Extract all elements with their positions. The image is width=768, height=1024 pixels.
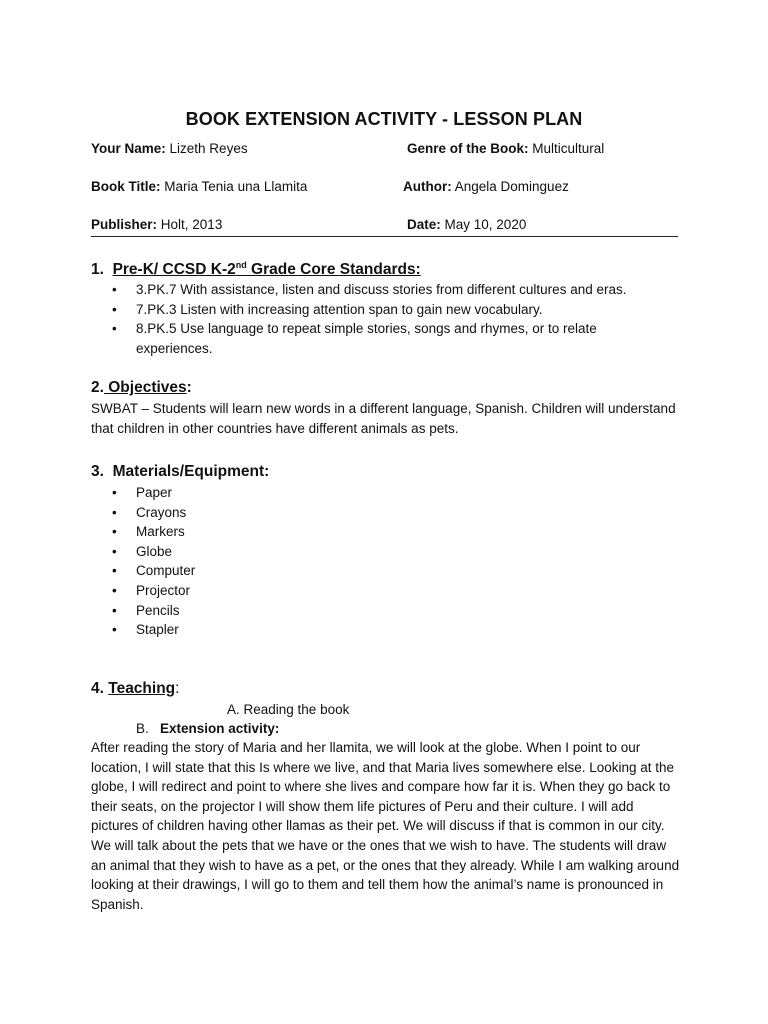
publisher-label: Publisher: (91, 217, 158, 232)
genre-value: Multicultural (532, 141, 605, 156)
teaching-item-b-prefix: B. (136, 721, 149, 736)
objectives-text: SWBAT – Students will learn new words in a different language, Spanish. Children will understand that children in other countries have different animals as pets. (91, 401, 676, 436)
bullet-icon: • (112, 622, 117, 638)
book-title-field (91, 177, 307, 197)
author-value: Angela Dominguez (454, 179, 569, 194)
material-text: Projector (136, 582, 191, 598)
teaching-text: After reading the story of Maria and her llamita, we will look at the globe. When I point to our location, I will state that this Is where we live, and that Maria lives somewhere else. Looking at the globe, I will redirect and point to where she lives and compare how far it is. When they go back to their seats, on the projector I will show them life pictures of Peru and their culture. I will add pictures of children having other llamas as their pet. We will discuss if that is common in our city. We will talk about the pets that we have or the ones that we wish to have. The students will draw an animal that they wish to have as a pet, or the ones that they already. While I am walking around looking at their drawings, I will go to them and tell them how the animal’s name is pronounced in Spanish. (91, 740, 680, 912)
material-text: Markers (136, 524, 185, 540)
bullet-icon: • (112, 282, 117, 297)
name-field (91, 139, 248, 159)
date-field (407, 215, 526, 235)
bullet-icon: • (112, 301, 117, 317)
standards-heading-pre: Pre-K/ CCSD K-2 (112, 261, 236, 278)
bullet-icon: • (112, 524, 117, 540)
name-value: Lizeth Reyes (169, 141, 248, 156)
list-item (0, 300, 656, 320)
list-item (0, 561, 656, 581)
materials-number: 3. (91, 463, 104, 480)
standards-number: 1. (91, 261, 104, 278)
standards-list (0, 280, 656, 358)
teaching-item-a: A. Reading the book (227, 702, 350, 717)
objectives-heading-text: Objectives (103, 379, 187, 396)
list-item (0, 522, 656, 542)
teaching-item-b-label: Extension activity: (160, 721, 280, 736)
list-item (0, 581, 656, 601)
material-text: Paper (136, 485, 173, 500)
bullet-icon: • (112, 563, 117, 579)
publisher-field (91, 215, 222, 235)
materials-heading (91, 462, 269, 482)
standard-text: 3.PK.7 With assistance, listen and discuss stories from different cultures and eras. (136, 282, 627, 297)
material-text: Pencils (136, 602, 180, 618)
standard-text: 8.PK.5 Use language to repeat simple stories, songs and rhymes, or to relate experiences. (136, 321, 597, 356)
standards-heading-sup: nd (235, 260, 247, 270)
standards-heading-text (113, 261, 421, 278)
list-item (0, 483, 656, 503)
field-row-publisher-date (91, 215, 681, 235)
date-label: Date: (407, 217, 441, 232)
objectives-number: 2. (91, 379, 104, 396)
teaching-heading-text: Teaching (108, 680, 176, 697)
objectives-colon: : (186, 379, 192, 396)
publisher-value: Holt, 2013 (160, 217, 223, 232)
standards-heading-post: Grade Core Standards: (246, 261, 421, 278)
field-row-name-genre (91, 139, 681, 159)
standard-text: 7.PK.3 Listen with increasing attention span to gain new vocabulary. (136, 301, 543, 317)
list-item (0, 620, 656, 640)
bullet-icon: • (112, 582, 117, 598)
material-text: Computer (136, 563, 196, 579)
teaching-colon: : (175, 680, 180, 697)
author-field (403, 177, 569, 197)
header-divider (91, 236, 678, 237)
name-label: Your Name: (91, 141, 166, 156)
author-label: Author: (403, 179, 452, 194)
list-item (0, 280, 656, 300)
teaching-item-b (136, 719, 279, 739)
material-text: Globe (136, 543, 173, 559)
list-item (0, 319, 656, 358)
bullet-icon: • (112, 321, 117, 337)
book-title-label: Book Title: (91, 179, 161, 194)
book-title-value: Maria Tenia una Llamita (164, 179, 308, 194)
genre-field (407, 139, 604, 159)
field-row-title-author (91, 177, 681, 197)
materials-heading-text: Materials/Equipment: (112, 463, 270, 480)
material-text: Crayons (136, 504, 187, 520)
date-value: May 10, 2020 (444, 217, 527, 232)
teaching-heading (91, 679, 179, 699)
list-item (0, 542, 656, 562)
objectives-heading (91, 378, 192, 398)
list-item (0, 503, 656, 523)
materials-list (0, 483, 656, 640)
bullet-icon: • (112, 543, 117, 559)
material-text: Stapler (136, 622, 179, 638)
bullet-icon: • (112, 485, 117, 500)
document-title: BOOK EXTENSION ACTIVITY - LESSON PLAN (185, 109, 583, 129)
bullet-icon: • (112, 504, 117, 520)
standards-heading (91, 260, 421, 280)
teaching-number: 4. (91, 680, 104, 697)
genre-label: Genre of the Book: (407, 141, 529, 156)
bullet-icon: • (112, 602, 117, 618)
list-item (0, 601, 656, 621)
